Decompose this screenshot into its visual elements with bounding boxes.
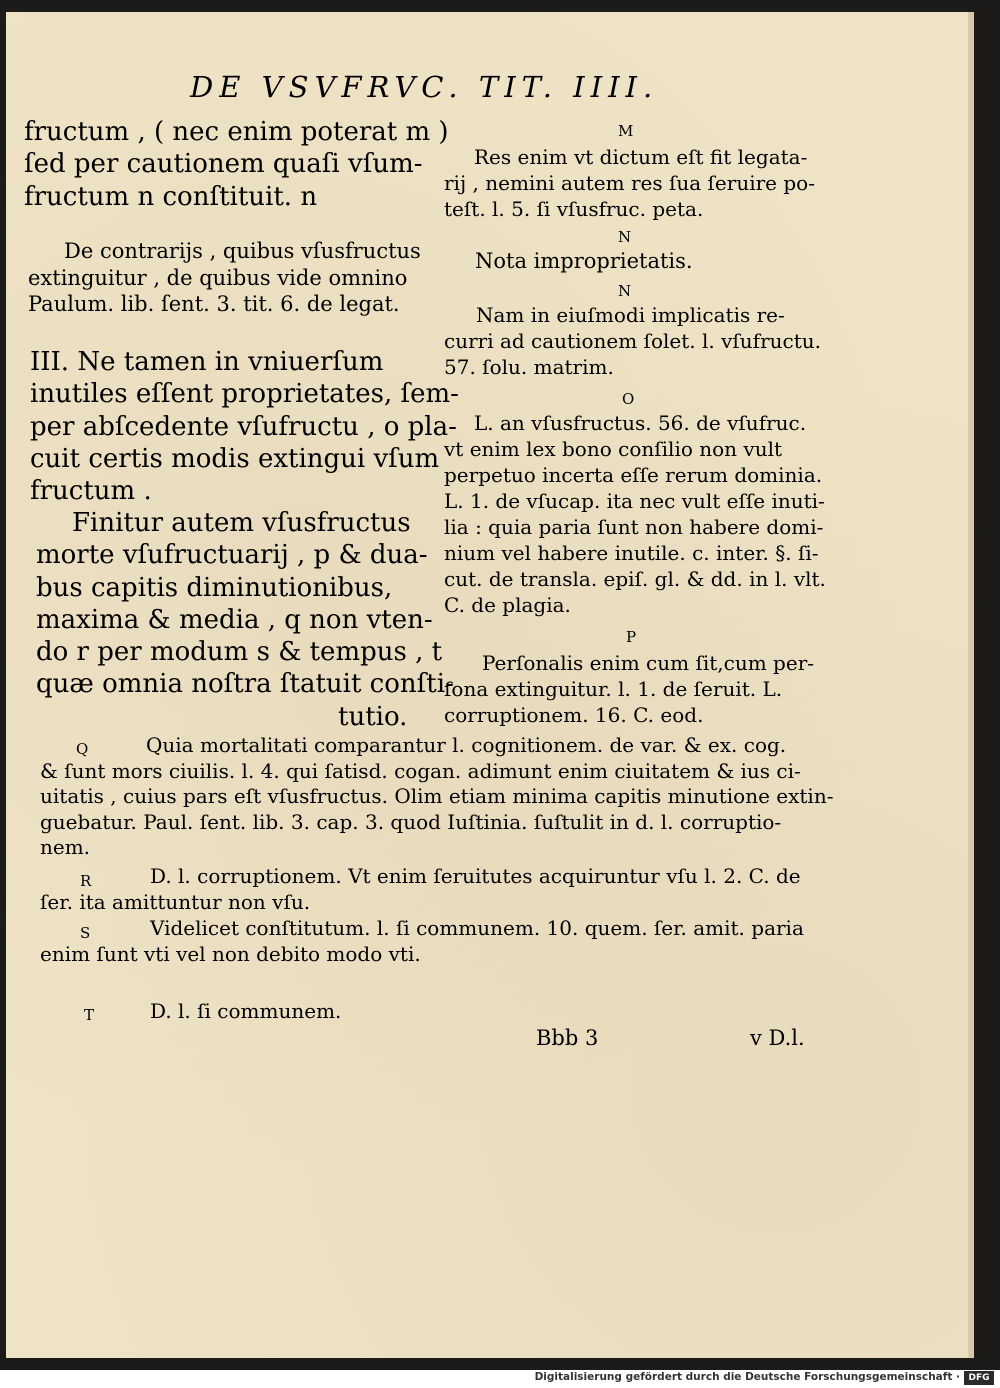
footnote-letter: Q [76,740,89,758]
text-line: uitatis , cuius pars eſt vſusfructus. Olim etiam minima capitis minutione extin- [40,784,834,809]
text-line: tutio. [338,701,408,732]
text-line: L. 1. de vſucap. ita nec vult eſſe inuti- [444,489,825,513]
text-line: curri ad cautionem ſolet. l. vſufructu. [444,329,822,353]
signature-mark: Bbb 3 [536,1026,599,1050]
text-line: vt enim lex bono conſilio non vult [444,437,783,461]
note-letter: M [618,122,634,140]
text-line: bus capitis diminutionibus, [36,572,393,603]
dfg-logo: DFG [964,1371,994,1385]
note-n2 [444,302,821,380]
text-line: corruptionem. 16. C. eod. [444,703,704,727]
text-line: & ſunt mors ciuilis. l. 4. qui ſatisd. cogan. adimunt enim ciuitatem & ius ci- [40,758,801,783]
text-line: fructum n conſtituit. n [24,181,318,212]
text-line: nem. [40,835,91,860]
footnote-letter: R [80,872,92,890]
note-p [444,650,814,728]
text-line: perpetuo incerta eſſe rerum dominia. [444,463,823,487]
text-line: rij , nemini autem res ſua ſeruire po- [444,171,815,195]
note-m [444,144,815,222]
text-line: lia : quia paria ſunt non habere domi- [444,515,824,539]
page-edge [968,12,974,1358]
text-line: L. an vſusfructus. 56. de vſufruc. [474,411,807,435]
note-letter: P [626,628,637,646]
text-line: per abſcedente vſufructu , o pla- [30,411,457,442]
paragraph-finitur [36,507,454,733]
text-line: ſed per cautionem quaſi vſum- [24,149,423,180]
note-letter: N [618,228,632,246]
footer-credit: Digitalisierung gefördert durch die Deutsche Forschungsgemeinschaft · [534,1371,960,1383]
text-line: De contrarijs , quibus vſusfructus [64,239,421,263]
text-line: Perſonalis enim cum ſit,cum per- [482,651,815,675]
text-line: Videlicet conſtitutum. l. ſi communem. 10. quem. ſer. amit. paria [150,916,804,940]
note-n1 [475,248,693,274]
text-line: enim ſunt vti vel non debito modo vti. [40,941,421,966]
text-line: cut. de transla. epiſ. gl. & dd. in l. vlt. [444,567,826,591]
text-line: C. de plagia. [444,593,571,617]
footnote-letter: S [80,924,91,942]
footnote-q [40,733,833,861]
footnote-s [40,916,804,967]
footnote-t [150,999,341,1025]
text-line: guebatur. Paul. ſent. lib. 3. cap. 3. quod Iuſtinia. ſuſtulit in d. l. corruptio- [40,809,782,834]
text-line: quæ omnia noſtra ſtatuit conſti- [36,669,454,700]
text-line: Finitur autem vſusfructus [72,508,411,538]
text-line: nium vel habere inutile. c. inter. §. ſi- [444,541,819,565]
text-line: do r per modum s & tempus , t [36,637,443,668]
running-header: DE VSVFRVC. TIT. IIII. [190,70,659,104]
text-line: cuit certis modis extingui vſum [30,443,440,474]
text-line: 57. ſolu. matrim. [444,355,614,379]
text-line: fructum . [30,476,152,507]
text-line: Quia mortalitati comparantur l. cognitionem. de var. & ex. cog. [146,733,787,757]
note-o [444,410,826,618]
text-line: maxima & media , q non vten- [36,604,433,635]
text-line: inutiles eſſent proprietates, ſem- [30,379,459,410]
text-line: Res enim vt dictum eſt fit legata- [474,145,808,169]
text-line: D. l. corruptionem. Vt enim ſeruitutes acquiruntur vſu l. 2. C. de [150,864,801,888]
text-line: ſona extinguitur. l. 1. de ſeruit. L. [444,677,783,701]
text-line: Paulum. lib. ſent. 3. tit. 6. de legat. [28,292,400,316]
text-line: morte vſufructuarij , p & dua- [36,540,428,571]
catchword: v D.l. [750,1026,805,1050]
note-letter: O [622,390,635,408]
text-line: ſer. ita amittuntur non vſu. [40,889,311,914]
text-line: teſt. l. 5. ſi vſusfruc. peta. [444,197,704,221]
left-intro [24,116,449,213]
text-line: III. Ne tamen in vniuerſum [30,347,384,377]
text-line: D. l. ſi communem. [150,999,342,1023]
text-line: fructum , ( nec enim poterat m ) [24,117,449,147]
footnote-letter: T [84,1006,95,1024]
footnote-r [40,864,801,915]
text-line: extinguitur , de quibus vide omnino [28,265,408,290]
paragraph-iii [30,346,459,507]
left-small-note [28,238,421,318]
text-line: Nota improprietatis. [475,249,693,273]
note-letter: N [618,282,632,300]
text-line: Nam in eiuſmodi implicatis re- [476,303,785,327]
